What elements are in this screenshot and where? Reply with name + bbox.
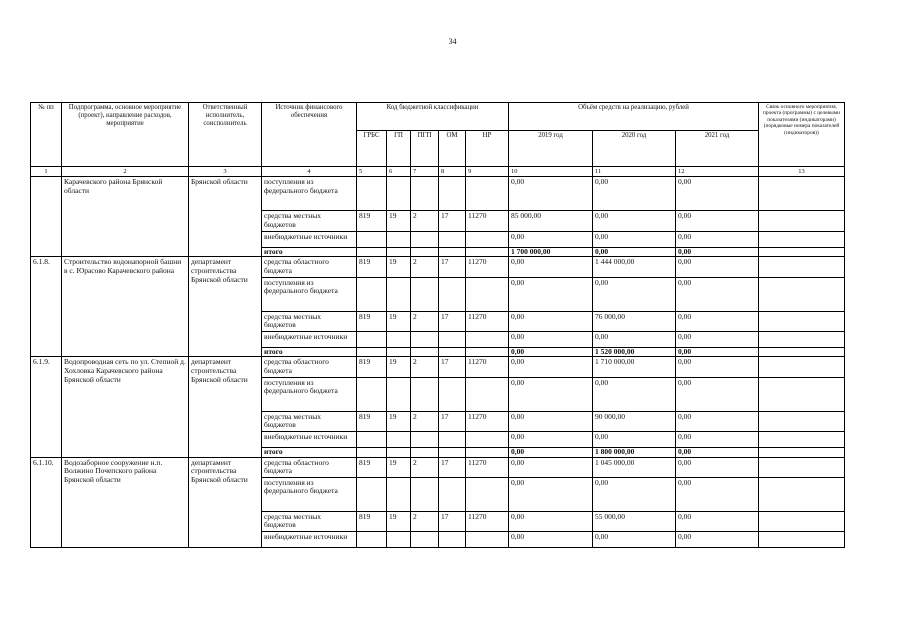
total-2020: 1 520 000,00	[593, 347, 676, 357]
funding-source: поступления из федерального бюджета	[262, 177, 357, 211]
code-grbs	[357, 231, 387, 247]
funding-source: средства областного бюджета	[262, 257, 357, 277]
funding-source: поступления из федерального бюджета	[262, 477, 357, 511]
indicator-link	[759, 177, 845, 211]
code-grbs: 819	[357, 311, 387, 331]
total-2021: 0,00	[676, 347, 759, 357]
column-number-row	[31, 167, 845, 177]
funding-source: поступления из федерального бюджета	[262, 277, 357, 311]
funding-source: средства местных бюджетов	[262, 311, 357, 331]
code-om	[439, 277, 466, 311]
code-gp	[387, 231, 411, 247]
code-nr: 11270	[466, 411, 509, 431]
amount-2020: 76 000,00	[593, 311, 676, 331]
col-number: 7	[411, 167, 439, 177]
amount-2021: 0,00	[676, 532, 759, 548]
code-pgp: 2	[411, 257, 439, 277]
amount-2020: 0,00	[593, 377, 676, 411]
funding-source: внебюджетные источники	[262, 331, 357, 347]
header-2020: 2020 год	[593, 131, 676, 167]
code-grbs	[357, 431, 387, 447]
code-nr: 11270	[466, 311, 509, 331]
amount-2020: 1 710 000,00	[593, 357, 676, 377]
empty-code	[387, 347, 411, 357]
code-grbs	[357, 377, 387, 411]
code-pgp	[411, 277, 439, 311]
code-pgp	[411, 431, 439, 447]
amount-2020: 1 045 000,00	[593, 457, 676, 477]
total-label: итого	[262, 247, 357, 257]
amount-2021: 0,00	[676, 311, 759, 331]
code-pgp: 2	[411, 311, 439, 331]
col-number: 10	[509, 167, 593, 177]
code-nr	[466, 177, 509, 211]
amount-2019: 0,00	[509, 331, 593, 347]
executor-name: Брянской области	[189, 177, 262, 257]
code-grbs	[357, 277, 387, 311]
amount-2021: 0,00	[676, 377, 759, 411]
row-number: 6.1.10.	[31, 457, 62, 548]
code-om	[439, 477, 466, 511]
amount-2019: 0,00	[509, 311, 593, 331]
funding-source: средства местных бюджетов	[262, 211, 357, 231]
executor-name: департамент строительства Брянской области	[189, 457, 262, 548]
code-nr	[466, 477, 509, 511]
program-name: Водозаборное сооружение н.п. Волжино Почепского района Брянской области	[62, 457, 189, 548]
empty-code	[411, 447, 439, 457]
code-nr: 11270	[466, 457, 509, 477]
code-om: 17	[439, 511, 466, 531]
header-gp: ГП	[387, 131, 411, 167]
code-om: 17	[439, 257, 466, 277]
code-pgp: 2	[411, 357, 439, 377]
amount-2020: 0,00	[593, 231, 676, 247]
code-pgp: 2	[411, 411, 439, 431]
col-number: 12	[676, 167, 759, 177]
code-gp: 19	[387, 311, 411, 331]
amount-2019: 0,00	[509, 532, 593, 548]
amount-2021: 0,00	[676, 211, 759, 231]
amount-2021: 0,00	[676, 231, 759, 247]
budget-table	[30, 102, 845, 548]
col-number: 3	[189, 167, 262, 177]
col-number: 1	[31, 167, 62, 177]
empty-code	[439, 347, 466, 357]
code-nr	[466, 231, 509, 247]
code-gp: 19	[387, 257, 411, 277]
indicator-link	[759, 457, 845, 477]
empty-code	[357, 347, 387, 357]
amount-2021: 0,00	[676, 357, 759, 377]
code-grbs: 819	[357, 357, 387, 377]
amount-2021: 0,00	[676, 257, 759, 277]
indicator-link	[759, 347, 845, 357]
code-pgp	[411, 331, 439, 347]
empty-code	[387, 447, 411, 457]
amount-2019: 85 000,00	[509, 211, 593, 231]
empty-code	[357, 447, 387, 457]
indicator-link	[759, 247, 845, 257]
indicator-link	[759, 447, 845, 457]
empty-code	[439, 447, 466, 457]
code-om: 17	[439, 211, 466, 231]
total-2020: 0,00	[593, 247, 676, 257]
funding-source: средства областного бюджета	[262, 457, 357, 477]
code-pgp	[411, 377, 439, 411]
indicator-link	[759, 277, 845, 311]
table-row	[31, 457, 845, 477]
code-grbs	[357, 331, 387, 347]
funding-source: средства областного бюджета	[262, 357, 357, 377]
amount-2020: 1 444 000,00	[593, 257, 676, 277]
empty-code	[387, 247, 411, 257]
indicator-link	[759, 477, 845, 511]
code-nr: 11270	[466, 357, 509, 377]
indicator-link	[759, 532, 845, 548]
code-om: 17	[439, 357, 466, 377]
total-2019: 1 700 000,00	[509, 247, 593, 257]
funding-source: средства местных бюджетов	[262, 411, 357, 431]
amount-2019: 0,00	[509, 177, 593, 211]
row-number: 6.1.8.	[31, 257, 62, 357]
header-2021: 2021 год	[676, 131, 759, 167]
amount-2019: 0,00	[509, 477, 593, 511]
amount-2021: 0,00	[676, 511, 759, 531]
code-gp	[387, 177, 411, 211]
indicator-link	[759, 411, 845, 431]
executor-name: департамент строительства Брянской области	[189, 257, 262, 357]
code-om	[439, 377, 466, 411]
executor-name: департамент строительства Брянской области	[189, 357, 262, 457]
code-nr: 11270	[466, 257, 509, 277]
table-row	[31, 177, 845, 211]
total-label: итого	[262, 347, 357, 357]
amount-2020: 0,00	[593, 277, 676, 311]
code-gp: 19	[387, 211, 411, 231]
amount-2019: 0,00	[509, 411, 593, 431]
amount-2020: 0,00	[593, 211, 676, 231]
code-pgp: 2	[411, 457, 439, 477]
indicator-link	[759, 357, 845, 377]
empty-code	[411, 347, 439, 357]
code-grbs: 819	[357, 511, 387, 531]
code-grbs: 819	[357, 257, 387, 277]
code-om	[439, 231, 466, 247]
indicator-link	[759, 377, 845, 411]
code-om: 17	[439, 411, 466, 431]
row-number	[31, 177, 62, 257]
amount-2021: 0,00	[676, 177, 759, 211]
header-program: Подпрограмма, основное мероприятие (проект), направление расходов, мероприятие	[62, 103, 189, 167]
empty-code	[357, 247, 387, 257]
code-gp: 19	[387, 457, 411, 477]
col-number: 6	[387, 167, 411, 177]
header-2019: 2019 год	[509, 131, 593, 167]
amount-2020: 0,00	[593, 177, 676, 211]
amount-2020: 0,00	[593, 477, 676, 511]
col-number: 9	[466, 167, 509, 177]
amount-2019: 0,00	[509, 231, 593, 247]
code-om	[439, 177, 466, 211]
code-nr	[466, 532, 509, 548]
amount-2019: 0,00	[509, 511, 593, 531]
code-nr	[466, 277, 509, 311]
funding-source: поступления из федерального бюджета	[262, 377, 357, 411]
indicator-link	[759, 231, 845, 247]
amount-2021: 0,00	[676, 477, 759, 511]
indicator-link	[759, 331, 845, 347]
code-pgp: 2	[411, 211, 439, 231]
row-number: 6.1.9.	[31, 357, 62, 457]
code-gp	[387, 431, 411, 447]
total-2021: 0,00	[676, 247, 759, 257]
code-om	[439, 431, 466, 447]
amount-2020: 0,00	[593, 431, 676, 447]
table-row	[31, 257, 845, 277]
funding-source: внебюджетные источники	[262, 431, 357, 447]
amount-2021: 0,00	[676, 277, 759, 311]
amount-2021: 0,00	[676, 411, 759, 431]
code-om: 17	[439, 311, 466, 331]
code-nr	[466, 331, 509, 347]
code-grbs	[357, 477, 387, 511]
header-nr: НР	[466, 131, 509, 167]
amount-2020: 90 000,00	[593, 411, 676, 431]
amount-2019: 0,00	[509, 377, 593, 411]
amount-2019: 0,00	[509, 257, 593, 277]
code-nr: 11270	[466, 211, 509, 231]
indicator-link	[759, 211, 845, 231]
code-pgp	[411, 177, 439, 211]
header-pgp: ПГП	[411, 131, 439, 167]
total-2020: 1 800 000,00	[593, 447, 676, 457]
code-gp	[387, 331, 411, 347]
code-nr	[466, 377, 509, 411]
total-2021: 0,00	[676, 447, 759, 457]
code-pgp	[411, 477, 439, 511]
header-om: ОМ	[439, 131, 466, 167]
header-executor: Ответственный исполнитель, соисполнитель	[189, 103, 262, 167]
table-row	[31, 357, 845, 377]
amount-2021: 0,00	[676, 457, 759, 477]
code-gp: 19	[387, 357, 411, 377]
empty-code	[411, 247, 439, 257]
code-om	[439, 532, 466, 548]
header-budget-code: Код бюджетной классификации	[357, 103, 509, 131]
indicator-link	[759, 511, 845, 531]
header-link: Связь основного мероприятия, проекта (программы) с целевыми показателями (индикаторами) (порядковые номера показателей (индикаторов))	[759, 103, 845, 167]
indicator-link	[759, 257, 845, 277]
amount-2020: 55 000,00	[593, 511, 676, 531]
code-gp: 19	[387, 411, 411, 431]
code-gp	[387, 477, 411, 511]
indicator-link	[759, 311, 845, 331]
amount-2021: 0,00	[676, 331, 759, 347]
amount-2020: 0,00	[593, 532, 676, 548]
amount-2020: 0,00	[593, 331, 676, 347]
header-volume: Объём средств на реализацию, рублей	[509, 103, 759, 131]
code-gp	[387, 377, 411, 411]
funding-source: средства местных бюджетов	[262, 511, 357, 531]
header-grbs: ГРБС	[357, 131, 387, 167]
total-2019: 0,00	[509, 447, 593, 457]
col-number: 4	[262, 167, 357, 177]
code-nr: 11270	[466, 511, 509, 531]
code-om: 17	[439, 457, 466, 477]
total-2019: 0,00	[509, 347, 593, 357]
program-name: Водопроводная сеть по ул. Степной д. Хохловка Карачевского района Брянской области	[62, 357, 189, 457]
col-number: 8	[439, 167, 466, 177]
total-label: итого	[262, 447, 357, 457]
code-pgp	[411, 231, 439, 247]
code-pgp	[411, 532, 439, 548]
indicator-link	[759, 431, 845, 447]
header-num: № пп	[31, 103, 62, 167]
code-grbs	[357, 177, 387, 211]
col-number: 11	[593, 167, 676, 177]
funding-source: внебюджетные источники	[262, 532, 357, 548]
code-om	[439, 331, 466, 347]
program-name: Строительство водонапорной башни в с. Юрасово Карачевского района	[62, 257, 189, 357]
empty-code	[466, 347, 509, 357]
col-number: 2	[62, 167, 189, 177]
empty-code	[466, 247, 509, 257]
col-number: 13	[759, 167, 845, 177]
empty-code	[466, 447, 509, 457]
amount-2019: 0,00	[509, 431, 593, 447]
code-grbs	[357, 532, 387, 548]
code-grbs: 819	[357, 457, 387, 477]
code-pgp: 2	[411, 511, 439, 531]
amount-2019: 0,00	[509, 357, 593, 377]
program-name: Карачевского района Брянской области	[62, 177, 189, 257]
funding-source: внебюджетные источники	[262, 231, 357, 247]
page-number: 34	[448, 37, 457, 46]
code-gp	[387, 532, 411, 548]
col-number: 5	[357, 167, 387, 177]
empty-code	[439, 247, 466, 257]
amount-2021: 0,00	[676, 431, 759, 447]
code-grbs: 819	[357, 211, 387, 231]
code-gp	[387, 277, 411, 311]
code-nr	[466, 431, 509, 447]
header-source: Источник финансового обеспечения	[262, 103, 357, 167]
amount-2019: 0,00	[509, 457, 593, 477]
amount-2019: 0,00	[509, 277, 593, 311]
code-grbs: 819	[357, 411, 387, 431]
code-gp: 19	[387, 511, 411, 531]
